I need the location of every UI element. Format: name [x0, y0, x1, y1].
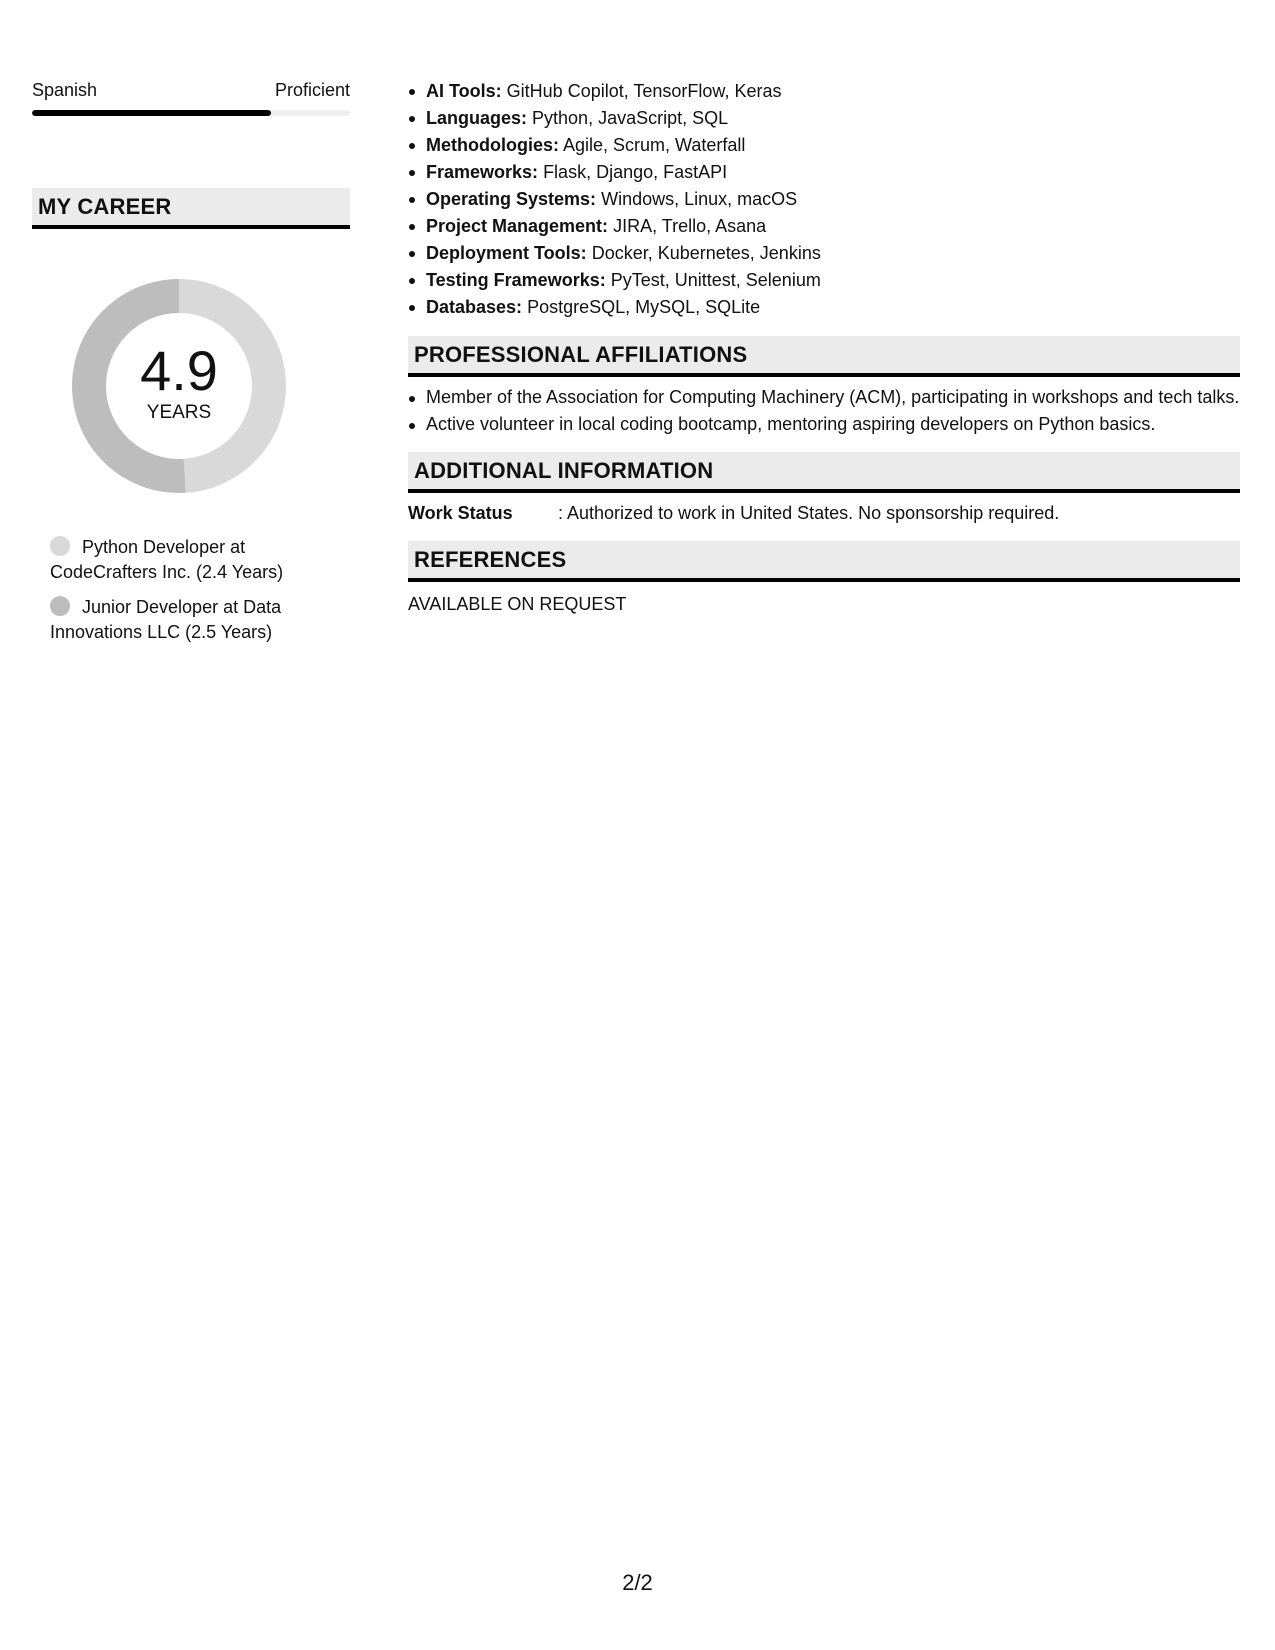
affiliation-item: Active volunteer in local coding bootcamp, mentoring aspiring developers on Python basics.	[426, 412, 1240, 436]
legend-label: Python Developer at CodeCrafters Inc. (2.4 Years)	[50, 537, 284, 582]
skill-category: Frameworks:	[426, 162, 539, 182]
legend-dot-icon	[50, 596, 70, 616]
language-level-bar-fill	[32, 110, 271, 116]
left-column	[32, 78, 350, 655]
references-text: AVAILABLE ON REQUEST	[408, 594, 627, 614]
skill-item	[426, 186, 1240, 213]
skill-item	[426, 294, 1240, 321]
donut-center	[66, 273, 292, 499]
skill-category: Testing Frameworks:	[426, 270, 606, 290]
skill-category: AI Tools:	[426, 81, 502, 101]
work-status-value: : Authorized to work in United States. No sponsorship required.	[558, 503, 1060, 523]
career-legend	[32, 535, 350, 645]
affiliations-heading: PROFESSIONAL AFFILIATIONS	[408, 336, 1240, 377]
skill-category: Operating Systems:	[426, 189, 597, 209]
skill-item	[426, 105, 1240, 132]
skill-item	[426, 267, 1240, 294]
career-total-unit: YEARS	[146, 402, 212, 423]
skill-items: Flask, Django, FastAPI	[543, 162, 728, 182]
skill-category: Project Management:	[426, 216, 609, 236]
language-level: Proficient	[274, 80, 350, 100]
work-status-row	[408, 501, 1240, 525]
skill-category: Deployment Tools:	[426, 243, 587, 263]
language-level-bar	[32, 110, 350, 116]
references-heading: REFERENCES	[408, 541, 1240, 582]
page-number: 2/2	[622, 1570, 653, 1595]
skill-items: PyTest, Unittest, Selenium	[610, 270, 821, 290]
skill-item	[426, 78, 1240, 105]
skill-category: Methodologies:	[426, 135, 559, 155]
skill-item	[426, 159, 1240, 186]
additional-info-heading: ADDITIONAL INFORMATION	[408, 452, 1240, 493]
language-name: Spanish	[32, 80, 98, 100]
career-total-value: 4.9	[140, 339, 218, 402]
language-row	[32, 78, 350, 102]
skill-items: JIRA, Trello, Asana	[613, 216, 767, 236]
affiliation-item: Member of the Association for Computing Machinery (ACM), participating in workshops and tech talks.	[426, 387, 1240, 407]
skill-items: GitHub Copilot, TensorFlow, Keras	[506, 81, 782, 101]
legend-dot-icon	[50, 536, 70, 556]
skill-item	[426, 132, 1240, 159]
skill-item	[426, 213, 1240, 240]
skill-items: Windows, Linux, macOS	[601, 189, 798, 209]
right-column	[408, 78, 1240, 616]
skill-category: Languages:	[426, 108, 528, 128]
skill-item	[426, 240, 1240, 267]
skill-category: Databases:	[426, 297, 523, 317]
legend-label: Junior Developer at Data Innovations LLC (2.5 Years)	[50, 597, 282, 642]
career-donut-chart	[66, 273, 292, 499]
work-status-label: Work Status	[408, 503, 513, 523]
skill-items: Python, JavaScript, SQL	[532, 108, 729, 128]
skill-items: Docker, Kubernetes, Jenkins	[591, 243, 821, 263]
skill-items: PostgreSQL, MySQL, SQLite	[527, 297, 761, 317]
legend-item-role-1	[50, 535, 350, 585]
skill-items: Agile, Scrum, Waterfall	[563, 135, 746, 155]
skills-list	[408, 78, 1240, 321]
legend-item-role-2	[50, 595, 350, 645]
language-skill	[32, 78, 350, 116]
my-career-heading: MY CAREER	[32, 188, 350, 229]
affiliations-list	[408, 385, 1240, 436]
